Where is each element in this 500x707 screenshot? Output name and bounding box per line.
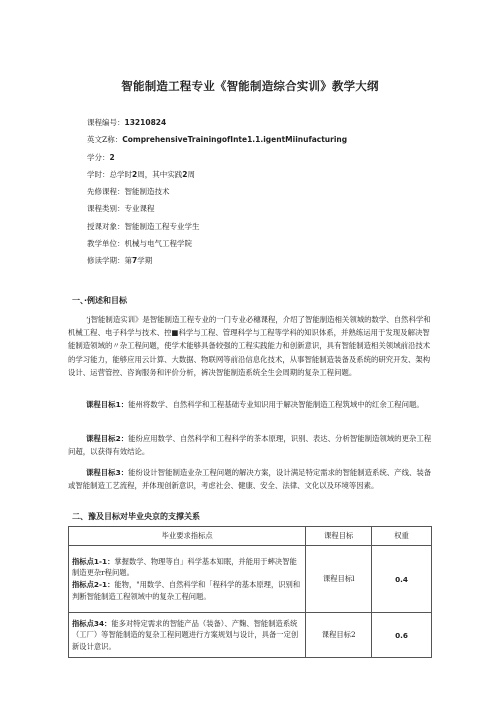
term-value: 7 xyxy=(132,256,138,266)
indicator-point xyxy=(72,618,302,653)
indicator-label: 指标点34： xyxy=(72,618,112,628)
table-row xyxy=(69,546,432,613)
goal-3-text: 能纷设计智能制造业杂工程问题的解决方案，设计满足特定需求的智能制造系统、产线、装备或智能制造工艺流程，并体现创新意识，考虑社会、健康、安全、法律、文化以及环境等因素。 xyxy=(68,468,432,491)
course-code-value: 13210824 xyxy=(124,118,167,127)
hours-line xyxy=(87,169,427,186)
hours-practice: 2 xyxy=(182,169,188,179)
credit-value: 2 xyxy=(109,152,115,162)
course-goal-1 xyxy=(68,398,432,411)
goal-2-label: 课程目标2： xyxy=(86,434,129,443)
goal-2-text: 能纷应用数学、自然科学和工程科学的茶本原理，识别、表达、分析智能制造领域的更杂工程问超，以获得有效结论。 xyxy=(68,434,432,457)
course-code-line xyxy=(87,117,427,134)
hours-label: 学时：总学时 xyxy=(87,169,132,179)
section1-intro xyxy=(68,313,432,379)
weight-cell: 0.4 xyxy=(372,546,432,613)
goal-1-text: 能州将数学、自然科学和工程基础专业知识用于解决智能制造工程筑域中的红余工程问题。 xyxy=(128,400,424,409)
goal-3-label: 课程目标3： xyxy=(86,468,129,477)
goal-cell: 课程目标l xyxy=(306,546,372,613)
indicator-label: 指标点1-1： xyxy=(72,556,115,566)
document-title: 智能制造工程专业《智能制造综合实训》教学大纲 xyxy=(121,79,379,93)
english-name-label: 英文Z称： xyxy=(87,135,123,145)
course-goal-2 xyxy=(68,432,432,458)
goal-1-label: 课程目标1： xyxy=(86,400,129,409)
indicator-text: 掌握数学、物理等自」科学基本知眠，并能用于蟀决智能制造更杂r程问题。 xyxy=(72,556,297,578)
section2-heading: 二、豫及目标对毕业央京的支撑关系 xyxy=(72,512,200,521)
course-info xyxy=(87,117,427,273)
table-row xyxy=(69,613,432,658)
support-table xyxy=(68,526,432,658)
indicator-text: 能多对特定需求的智能产品（装备）、产麴、智能制造系统（工厂）等智能制造的复杂工程问题进行方案规划与设计，具备一定创新设计意识。 xyxy=(72,618,299,651)
indicator-point xyxy=(72,556,302,579)
goal-cell: 课程目标2 xyxy=(306,613,372,658)
table-header: 课程目标 xyxy=(306,527,372,546)
intro-text: ‘j智能制造实训》是智能制造工程专业的一门专业必穗课程，介绍了智能制造相关领城的数学、自然科学和机械工程、电子科学与技术、控■科学与工程、管理科学与工程等学科的知识体系，并熟练运用于发现及解决智能制造领域的〃杂工程问题，使学术能够具备较强的工程实践能力和创新意识，具有智能制造相关领域前沿技术的学习能力，能够应用云计算、大数据、物联网等前沿信息化技术，从事智能制造装备及系统的研究开发、架构设计、运营管控、咨询服务和评价分析，裤决智能制造系统全生会周期的复杂工程问题。 xyxy=(68,315,431,377)
section1-heading: 一、·例述和目标 xyxy=(72,296,128,305)
table-header: 毕业要求指标点 xyxy=(69,527,306,546)
category-line: 课程类别：专业课程 xyxy=(87,204,155,214)
prereq-line: 先修课程：智能制造技术 xyxy=(87,187,170,197)
hours-mid: 周，其中实践 xyxy=(137,169,183,179)
course-code-label: 课程编号： xyxy=(87,118,125,127)
hours-total: 2 xyxy=(132,169,138,179)
indicator-point xyxy=(72,579,302,602)
table-header: 权重 xyxy=(372,527,432,546)
course-goal-3 xyxy=(68,466,432,492)
term-line xyxy=(87,255,427,272)
term-end: 学期 xyxy=(137,256,153,266)
indicator-cell xyxy=(69,613,306,658)
term-label: 修读学期：第 xyxy=(87,256,132,266)
english-name-value: ComprehensiveTrainingofInte1.1.igentMiinufacturing xyxy=(122,135,348,145)
unit-line: 教学单位：机械与电气工程学院 xyxy=(87,239,192,249)
credit-label: 学分： xyxy=(87,152,110,162)
weight-cell: 0.6 xyxy=(372,613,432,658)
indicator-cell xyxy=(69,546,306,613)
table-header-row xyxy=(69,527,432,546)
indicator-text: 能物，"用数学、自然科学和「程科学的基本原理，识别和判断智能制造工程领域中的复杂工程问题。 xyxy=(72,580,301,601)
credit-line xyxy=(87,152,427,169)
indicator-label: 指标点2-1： xyxy=(72,580,115,589)
english-name-line xyxy=(87,134,427,151)
audience-line: 授课对象：智能制造工程专业学生 xyxy=(87,221,200,231)
hours-end: 周 xyxy=(187,169,195,179)
